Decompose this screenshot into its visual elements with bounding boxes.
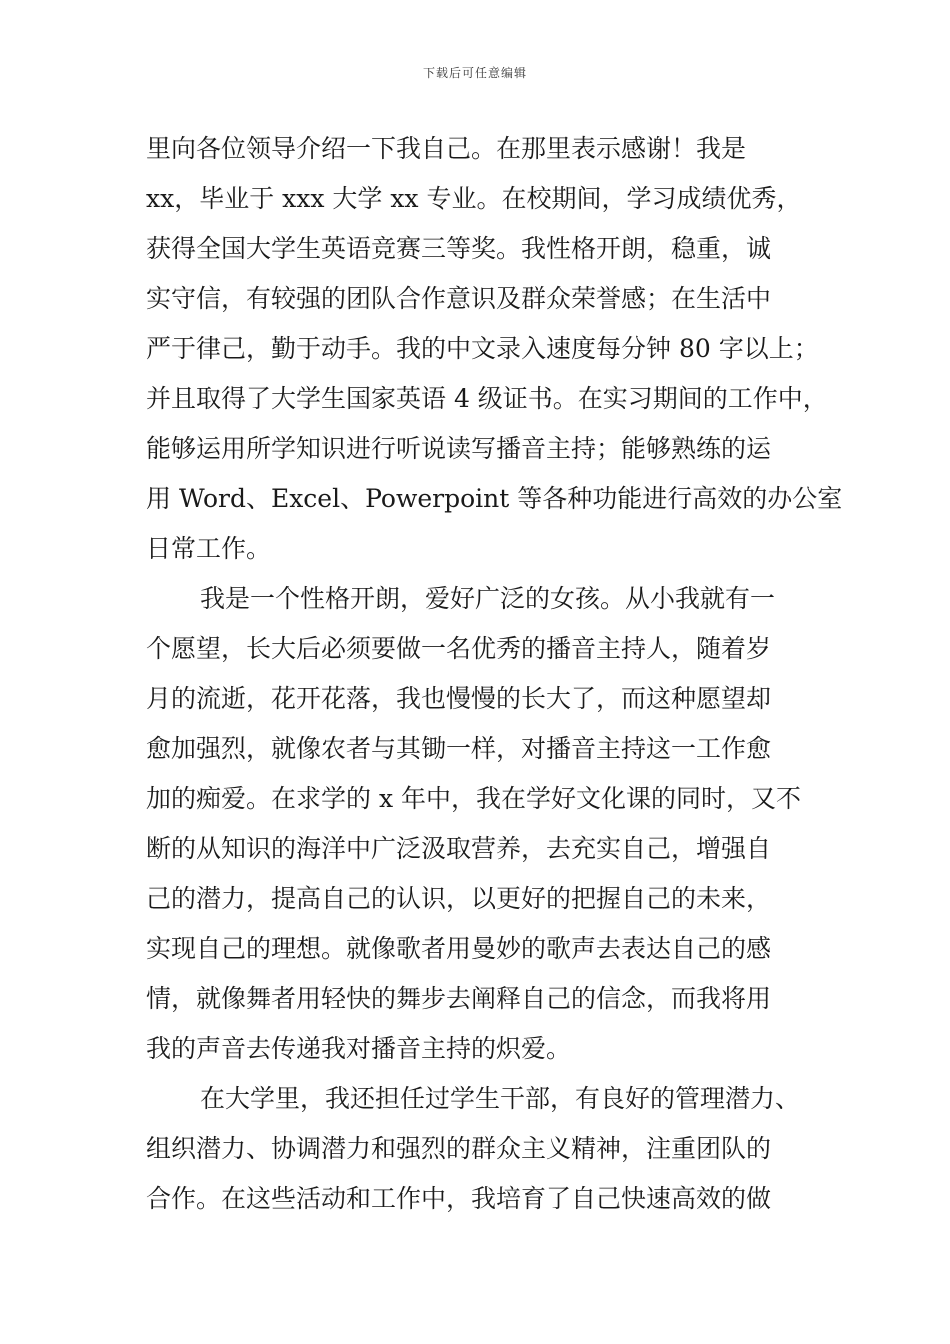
- text-line: 个愿望，长大后必须要做一名优秀的播音主持人，随着岁: [146, 634, 772, 663]
- text-line: 我的声音去传递我对播音主持的炽爱。: [146, 1034, 572, 1063]
- text-line: 在大学里，我还担任过学生干部，有良好的管理潜力、: [200, 1084, 801, 1113]
- text-line: 用 Word、Excel、Powerpoint 等各种功能进行高效的办公室: [146, 484, 843, 513]
- text-line: 组织潜力、协调潜力和强烈的群众主义精神，注重团队的: [146, 1134, 772, 1163]
- text-line: 己的潜力，提高自己的认识，以更好的把握自己的未来，: [146, 884, 772, 913]
- text-line: 严于律己，勤于动手。我的中文录入速度每分钟 80 字以上；: [146, 334, 819, 363]
- text-line: 日常工作。: [146, 534, 272, 563]
- page-header: 下载后可任意编辑: [422, 66, 527, 80]
- text-line: 实现自己的理想。就像歌者用曼妙的歌声去表达自己的感: [146, 934, 772, 963]
- text-line: 实守信，有较强的团队合作意识及群众荣誉感；在生活中: [146, 284, 772, 313]
- paragraph: [146, 574, 826, 1074]
- document-body: [146, 124, 843, 1224]
- text-line: 加的痴爱。在求学的 x 年中，我在学好文化课的同时，又不: [146, 784, 801, 813]
- text-line: 并且取得了大学生国家英语 4 级证书。在实习期间的工作中，: [146, 384, 828, 413]
- text-line: 月的流逝，花开花落，我也慢慢的长大了，而这种愿望却: [146, 684, 772, 713]
- text-line: 合作。在这些活动和工作中，我培育了自己快速高效的做: [146, 1184, 772, 1213]
- text-line: 能够运用所学知识进行听说读写播音主持；能够熟练的运: [146, 434, 772, 463]
- text-line: 获得全国大学生英语竞赛三等奖。我性格开朗，稳重，诚: [146, 234, 772, 263]
- text-line: 里向各位领导介绍一下我自己。在那里表示感谢！我是: [146, 134, 747, 163]
- text-line: xx，毕业于 xxx 大学 xx 专业。在校期间，学习成绩优秀，: [146, 184, 802, 213]
- text-line: 愈加强烈，就像农者与其锄一样，对播音主持这一工作愈: [146, 734, 772, 763]
- text-line: 我是一个性格开朗，爱好广泛的女孩。从小我就有一: [200, 584, 776, 613]
- paragraph: [146, 1074, 826, 1224]
- text-line: 断的从知识的海洋中广泛汲取营养，去充实自己，增强自: [146, 834, 772, 863]
- paragraph: [146, 124, 843, 574]
- text-line: 情，就像舞者用轻快的舞步去阐释自己的信念，而我将用: [146, 984, 772, 1013]
